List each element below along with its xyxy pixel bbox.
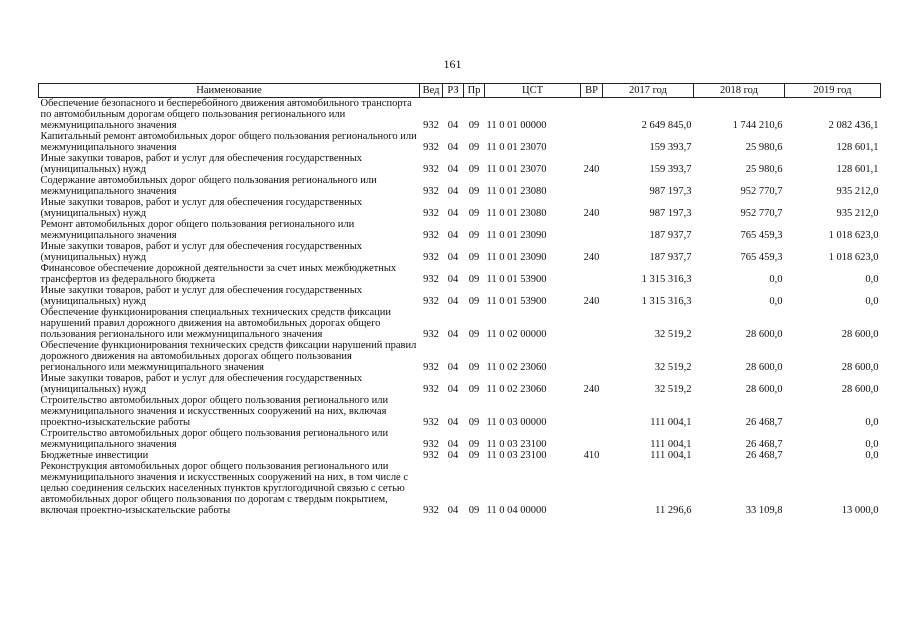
row-vr (581, 307, 603, 340)
row-vr (581, 340, 603, 373)
row-cst: 11 0 02 00000 (486, 329, 547, 340)
header-rz: РЗ (443, 84, 464, 98)
row-vr: 240 (583, 296, 600, 307)
row-2017: 111 004,1 (650, 450, 692, 461)
row-ved: 932 (423, 164, 439, 175)
row-rz: 04 (447, 505, 459, 516)
row-2019: 935 212,0 (836, 208, 879, 219)
row-name: Иные закупки товаров, работ и услуг для обеспечения государственных (муниципальных) нужд (40, 241, 363, 263)
row-rz: 04 (447, 164, 459, 175)
row-rz: 04 (447, 274, 459, 285)
row-2017: 187 937,7 (649, 252, 692, 263)
row-vr (581, 131, 603, 153)
row-ved: 932 (423, 384, 439, 395)
row-2018: 28 600,0 (745, 384, 783, 395)
row-cst: 11 0 01 23070 (486, 164, 547, 175)
row-pr: 09 (468, 384, 480, 395)
table-row (39, 373, 881, 395)
row-name: Обеспечение функционирования специальных технических средств фиксации нарушений правил дорожного движения на автомобильных дорогах общего пользования регионального или межмуниципального значения (40, 307, 392, 340)
row-2017: 32 519,2 (654, 329, 692, 340)
header-2019: 2019 год (785, 84, 881, 98)
row-cst: 11 0 03 00000 (486, 417, 547, 428)
row-2018: 25 980,6 (745, 164, 783, 175)
row-cst: 11 0 02 23060 (486, 384, 547, 395)
row-ved: 932 (423, 274, 439, 285)
row-ved: 932 (423, 208, 439, 219)
row-pr: 09 (468, 120, 480, 131)
row-pr: 09 (468, 296, 480, 307)
table-row (39, 153, 881, 175)
row-2018: 0,0 (769, 296, 783, 307)
table-row (39, 450, 881, 461)
row-name: Обеспечение функционирования технических средств фиксации нарушений правил дорожного движения на автомобильных дорогах общего пользования регионального или межмуниципального значения (40, 340, 417, 373)
row-rz: 04 (447, 329, 459, 340)
table-row (39, 428, 881, 450)
row-2017: 187 937,7 (649, 230, 692, 241)
row-cst: 11 0 04 00000 (486, 505, 547, 516)
table-row (39, 197, 881, 219)
row-name: Финансовое обеспечение дорожной деятельности за счет иных межбюджетных трансфертов из федерального бюджета (40, 263, 397, 285)
row-name: Бюджетные инвестиции (40, 450, 149, 461)
row-rz: 04 (447, 186, 459, 197)
row-vr (581, 175, 603, 197)
row-rz: 04 (447, 362, 459, 373)
row-name: Ремонт автомобильных дорог общего пользования регионального или межмуниципального значения (40, 219, 355, 241)
header-2017: 2017 год (603, 84, 694, 98)
row-2019: 28 600,0 (841, 362, 879, 373)
row-2018: 952 770,7 (740, 186, 783, 197)
row-pr: 09 (468, 362, 480, 373)
row-ved: 932 (423, 252, 439, 263)
row-2017: 1 315 316,3 (641, 296, 692, 307)
header-pr: Пр (464, 84, 485, 98)
row-cst: 11 0 03 23100 (486, 439, 547, 450)
row-name: Капитальный ремонт автомобильных дорог общего пользования регионального или межмуниципального значения (40, 131, 417, 153)
table-row (39, 395, 881, 428)
row-cst: 11 0 01 23090 (486, 252, 547, 263)
row-2018: 26 468,7 (745, 439, 783, 450)
row-vr: 240 (583, 164, 600, 175)
row-pr: 09 (468, 252, 480, 263)
header-2018: 2018 год (694, 84, 785, 98)
row-name: Обеспечение безопасного и бесперебойного движения автомобильного транспорта по автомобильным дорогам общего пользования регионального или межмуниципального значения (40, 98, 412, 131)
row-name: Содержание автомобильных дорог общего пользования регионального или межмуниципального значения (40, 175, 377, 197)
row-ved: 932 (423, 362, 439, 373)
row-2019: 0,0 (865, 296, 879, 307)
row-rz: 04 (447, 417, 459, 428)
row-2018: 28 600,0 (745, 329, 783, 340)
row-vr: 240 (583, 252, 600, 263)
row-pr: 09 (468, 417, 480, 428)
row-cst: 11 0 01 23070 (486, 142, 547, 153)
table-row (39, 340, 881, 373)
row-ved: 932 (423, 120, 439, 131)
row-2017: 987 197,3 (649, 186, 692, 197)
row-name: Иные закупки товаров, работ и услуг для обеспечения государственных (муниципальных) нужд (40, 285, 363, 307)
table-header-row (39, 84, 881, 98)
row-rz: 04 (447, 252, 459, 263)
row-2017: 1 315 316,3 (641, 274, 692, 285)
row-pr: 09 (468, 329, 480, 340)
row-2018: 25 980,6 (745, 142, 783, 153)
row-name: Иные закупки товаров, работ и услуг для обеспечения государственных (муниципальных) нужд (40, 373, 363, 395)
row-2019: 0,0 (865, 450, 879, 461)
row-2018: 952 770,7 (740, 208, 783, 219)
row-2018: 765 459,3 (740, 230, 783, 241)
row-2018: 1 744 210,6 (732, 120, 783, 131)
row-2017: 2 649 845,0 (641, 120, 692, 131)
row-ved: 932 (423, 230, 439, 241)
row-pr: 09 (468, 450, 480, 461)
header-ved: Вед (420, 84, 443, 98)
row-pr: 09 (468, 208, 480, 219)
row-rz: 04 (447, 120, 459, 131)
row-2017: 32 519,2 (654, 362, 692, 373)
row-2017: 159 393,7 (649, 142, 692, 153)
row-2018: 765 459,3 (740, 252, 783, 263)
row-2019: 28 600,0 (841, 329, 879, 340)
row-2019: 128 601,1 (836, 142, 879, 153)
table-row (39, 219, 881, 241)
row-rz: 04 (447, 208, 459, 219)
row-name: Строительство автомобильных дорог общего пользования регионального или межмуниципального значения и искусственных сооружений на них, включая проектно-изыскательские работы (40, 395, 389, 428)
table-row (39, 307, 881, 340)
header-vr: ВР (581, 84, 603, 98)
row-vr: 410 (583, 450, 600, 461)
page-number: 161 (443, 57, 462, 71)
row-2019: 0,0 (865, 439, 879, 450)
row-name: Иные закупки товаров, работ и услуг для обеспечения государственных (муниципальных) нужд (40, 197, 363, 219)
row-2017: 111 004,1 (650, 417, 692, 428)
row-vr: 240 (583, 208, 600, 219)
table-row (39, 131, 881, 153)
row-2017: 987 197,3 (649, 208, 692, 219)
row-2019: 1 018 623,0 (828, 252, 879, 263)
table-row (39, 263, 881, 285)
row-name: Иные закупки товаров, работ и услуг для обеспечения государственных (муниципальных) нужд (40, 153, 363, 175)
row-ved: 932 (423, 142, 439, 153)
row-pr: 09 (468, 274, 480, 285)
row-pr: 09 (468, 230, 480, 241)
row-vr (581, 98, 603, 132)
table-row (39, 175, 881, 197)
row-2018: 26 468,7 (745, 417, 783, 428)
row-2017: 159 393,7 (649, 164, 692, 175)
row-vr (581, 395, 603, 428)
row-vr (581, 219, 603, 241)
row-cst: 11 0 01 53900 (486, 274, 547, 285)
row-name: Реконструкция автомобильных дорог общего пользования регионального или межмуниципального значения и искусственных сооружений на них, в том числе с целью соединения сельских населенных пунктов круглогодичной связью с сетью автомобильных дорог общего пользования по дорогам с твердым покрытием, включая проектно-изыскательские работы (40, 461, 409, 516)
row-pr: 09 (468, 505, 480, 516)
row-rz: 04 (447, 439, 459, 450)
row-ved: 932 (423, 417, 439, 428)
row-ved: 932 (423, 186, 439, 197)
row-2019: 1 018 623,0 (828, 230, 879, 241)
row-ved: 932 (423, 505, 439, 516)
row-vr (581, 428, 603, 450)
header-cst: ЦСТ (485, 84, 581, 98)
row-pr: 09 (468, 186, 480, 197)
row-rz: 04 (447, 142, 459, 153)
row-2017: 11 296,6 (655, 505, 692, 516)
row-cst: 11 0 01 23090 (486, 230, 547, 241)
row-2019: 13 000,0 (841, 505, 879, 516)
row-2019: 2 082 436,1 (828, 120, 879, 131)
row-pr: 09 (468, 164, 480, 175)
row-cst: 11 0 03 23100 (486, 450, 547, 461)
row-ved: 932 (423, 450, 439, 461)
row-ved: 932 (423, 439, 439, 450)
row-cst: 11 0 02 23060 (486, 362, 547, 373)
row-2019: 0,0 (865, 274, 879, 285)
row-rz: 04 (447, 450, 459, 461)
row-2019: 935 212,0 (836, 186, 879, 197)
header-name: Наименование (39, 84, 420, 98)
row-rz: 04 (447, 296, 459, 307)
table-row (39, 285, 881, 307)
row-vr (581, 263, 603, 285)
row-2019: 128 601,1 (836, 164, 879, 175)
table-row (39, 241, 881, 263)
row-pr: 09 (468, 439, 480, 450)
row-rz: 04 (447, 384, 459, 395)
row-ved: 932 (423, 329, 439, 340)
row-cst: 11 0 01 53900 (486, 296, 547, 307)
row-pr: 09 (468, 142, 480, 153)
row-2018: 0,0 (769, 274, 783, 285)
row-vr: 240 (583, 384, 600, 395)
row-2018: 28 600,0 (745, 362, 783, 373)
row-vr (581, 461, 603, 516)
row-2018: 26 468,7 (745, 450, 783, 461)
row-rz: 04 (447, 230, 459, 241)
row-name: Строительство автомобильных дорог общего пользования регионального или межмуниципального значения (40, 428, 389, 450)
row-cst: 11 0 01 23080 (486, 208, 547, 219)
row-2019: 0,0 (865, 417, 879, 428)
row-2019: 28 600,0 (841, 384, 879, 395)
table-row (39, 98, 881, 132)
row-ved: 932 (423, 296, 439, 307)
row-cst: 11 0 01 00000 (486, 120, 547, 131)
row-2017: 32 519,2 (654, 384, 692, 395)
budget-table (38, 83, 881, 516)
row-2017: 111 004,1 (650, 439, 692, 450)
row-2018: 33 109,8 (745, 505, 783, 516)
table-row (39, 461, 881, 516)
row-cst: 11 0 01 23080 (486, 186, 547, 197)
